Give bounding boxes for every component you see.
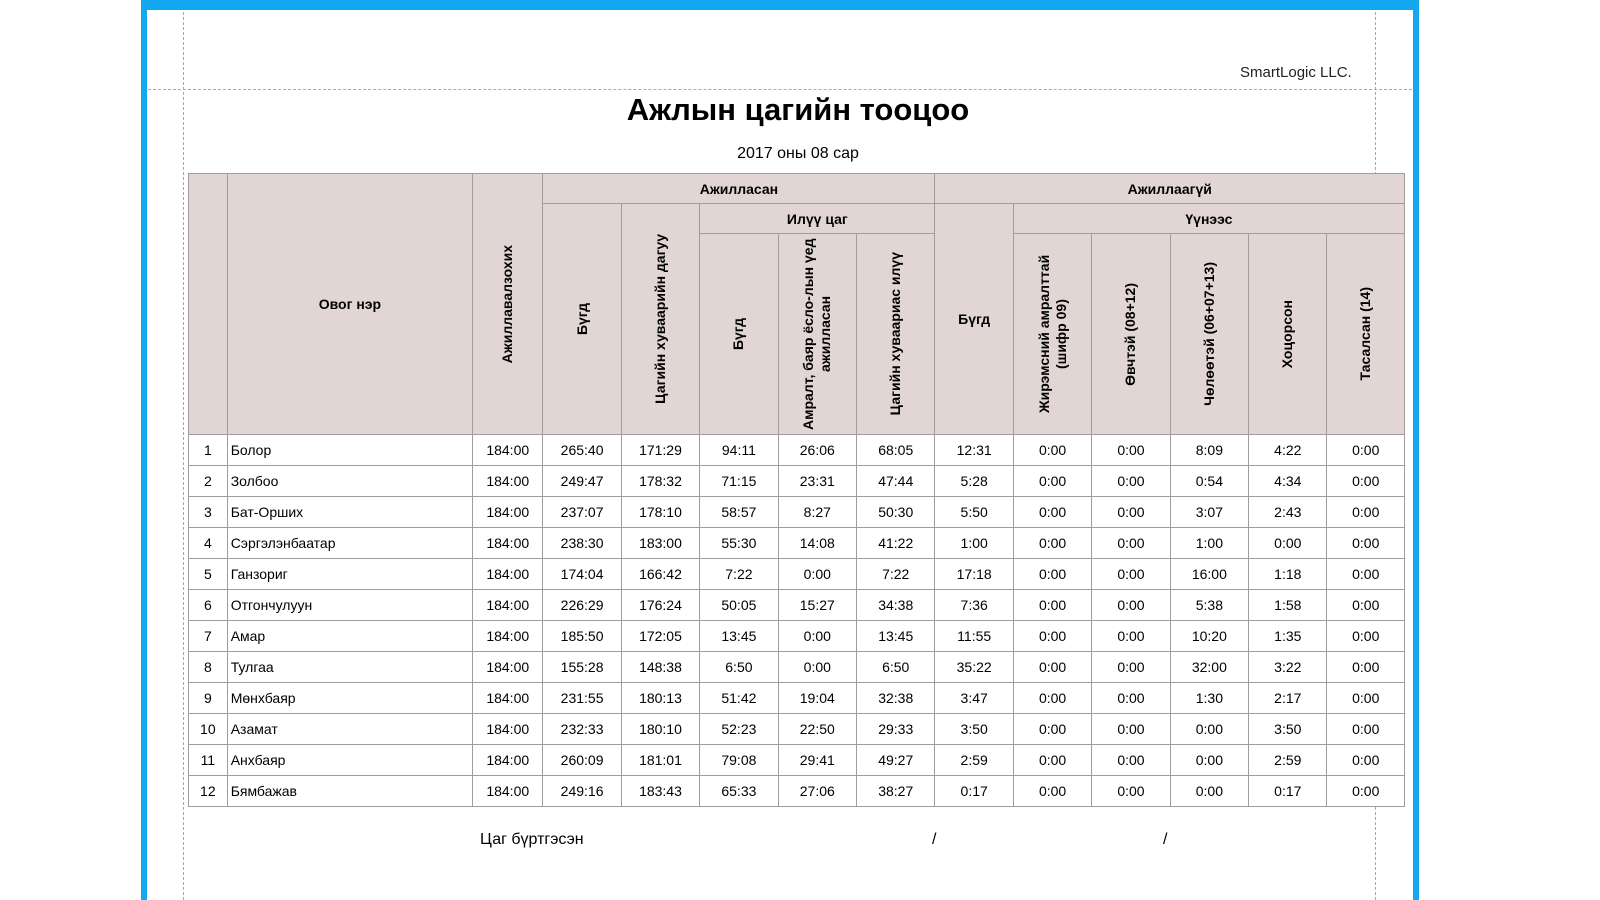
late-cell: 3:22 [1249,652,1327,683]
sick-cell: 0:00 [1092,652,1170,683]
sick-cell: 0:00 [1092,714,1170,745]
overtime-total-cell: 55:30 [700,528,778,559]
employee-name-cell: Анхбаяр [227,745,472,776]
truant-cell: 0:00 [1327,714,1405,745]
header-number [189,174,228,435]
overtime-holiday-cell: 27:06 [778,776,856,807]
overtime-total-cell: 50:05 [700,590,778,621]
sick-cell: 0:00 [1092,745,1170,776]
employee-name-cell: Ганзориг [227,559,472,590]
row-number-cell: 12 [189,776,228,807]
sick-cell: 0:00 [1092,466,1170,497]
header-ot-extra: Цагийн хуваариас илүү [857,234,935,435]
late-cell: 2:43 [1249,497,1327,528]
overtime-extra-cell: 68:05 [857,435,935,466]
overtime-extra-cell: 47:44 [857,466,935,497]
header-ot-holiday: Амралт, баяр ёсло-лын үед ажилласан [778,234,856,435]
header-reason: Үүнээс [1013,204,1404,234]
sick-cell: 0:00 [1092,621,1170,652]
overtime-total-cell: 51:42 [700,683,778,714]
annual-leave-cell: 0:00 [1013,497,1091,528]
sick-cell: 0:00 [1092,497,1170,528]
sick-cell: 0:00 [1092,559,1170,590]
worked-by-schedule-cell: 178:32 [621,466,699,497]
report-period: 2017 оны 08 сар [737,145,859,162]
annual-leave-cell: 0:00 [1013,435,1091,466]
worked-by-schedule-cell: 180:10 [621,714,699,745]
annual-leave-cell: 0:00 [1013,652,1091,683]
worked-by-schedule-cell: 166:42 [621,559,699,590]
row-number-cell: 10 [189,714,228,745]
overtime-extra-cell: 13:45 [857,621,935,652]
overtime-extra-cell: 41:22 [857,528,935,559]
employee-name-cell: Азамат [227,714,472,745]
table-row [189,776,1405,807]
overtime-extra-cell: 32:38 [857,683,935,714]
truant-cell: 0:00 [1327,559,1405,590]
worked-by-schedule-cell: 183:00 [621,528,699,559]
worked-total-cell: 238:30 [543,528,621,559]
overtime-total-cell: 52:23 [700,714,778,745]
free-leave-cell: 0:00 [1170,745,1248,776]
norm-hours-cell: 184:00 [473,497,543,528]
overtime-holiday-cell: 19:04 [778,683,856,714]
worked-by-schedule-cell: 148:38 [621,652,699,683]
employee-name-cell: Золбоо [227,466,472,497]
header-absent: Ажиллаагүй [935,174,1405,204]
free-leave-cell: 0:00 [1170,776,1248,807]
footer-registered-label: Цаг бүртгэсэн [480,831,584,848]
overtime-holiday-cell: 23:31 [778,466,856,497]
absent-total-cell: 5:50 [935,497,1013,528]
worked-total-cell: 155:28 [543,652,621,683]
table-row [189,714,1405,745]
header-worked-total: Бүгд [543,204,621,435]
absent-total-cell: 35:22 [935,652,1013,683]
worked-by-schedule-cell: 180:13 [621,683,699,714]
overtime-holiday-cell: 26:06 [778,435,856,466]
header-worked: Ажилласан [543,174,935,204]
overtime-extra-cell: 34:38 [857,590,935,621]
overtime-total-cell: 79:08 [700,745,778,776]
worked-by-schedule-cell: 176:24 [621,590,699,621]
header-truant: Тасалсан (14) [1327,234,1405,435]
worked-by-schedule-cell: 181:01 [621,745,699,776]
overtime-holiday-cell: 0:00 [778,621,856,652]
sick-cell: 0:00 [1092,435,1170,466]
free-leave-cell: 10:20 [1170,621,1248,652]
late-cell: 4:22 [1249,435,1327,466]
header-annual-leave: Жирэмсний амралттай (шифр 09) [1013,234,1091,435]
norm-hours-cell: 184:00 [473,528,543,559]
header-overtime: Илүү цаг [700,204,935,234]
late-cell: 1:35 [1249,621,1327,652]
late-cell: 0:00 [1249,528,1327,559]
overtime-extra-cell: 38:27 [857,776,935,807]
row-number-cell: 7 [189,621,228,652]
header-ot-total: Бүгд [700,234,778,435]
annual-leave-cell: 0:00 [1013,714,1091,745]
overtime-extra-cell: 49:27 [857,745,935,776]
annual-leave-cell: 0:00 [1013,590,1091,621]
worked-total-cell: 185:50 [543,621,621,652]
free-leave-cell: 0:00 [1170,714,1248,745]
worked-total-cell: 249:47 [543,466,621,497]
norm-hours-cell: 184:00 [473,745,543,776]
norm-hours-cell: 184:00 [473,776,543,807]
truant-cell: 0:00 [1327,683,1405,714]
truant-cell: 0:00 [1327,497,1405,528]
overtime-total-cell: 71:15 [700,466,778,497]
employee-name-cell: Бат-Орших [227,497,472,528]
overtime-holiday-cell: 8:27 [778,497,856,528]
norm-hours-cell: 184:00 [473,714,543,745]
absent-total-cell: 12:31 [935,435,1013,466]
late-cell: 0:17 [1249,776,1327,807]
footer-slash-2: / [1163,831,1168,848]
free-leave-cell: 1:30 [1170,683,1248,714]
margin-guide-left [183,12,184,900]
absent-total-cell: 2:59 [935,745,1013,776]
worked-total-cell: 231:55 [543,683,621,714]
employee-name-cell: Отгончулуун [227,590,472,621]
annual-leave-cell: 0:00 [1013,683,1091,714]
late-cell: 1:18 [1249,559,1327,590]
row-number-cell: 6 [189,590,228,621]
row-number-cell: 4 [189,528,228,559]
header-norm: Ажиллавалзохих [473,174,543,435]
free-leave-cell: 32:00 [1170,652,1248,683]
free-leave-cell: 16:00 [1170,559,1248,590]
overtime-holiday-cell: 15:27 [778,590,856,621]
norm-hours-cell: 184:00 [473,683,543,714]
overtime-extra-cell: 29:33 [857,714,935,745]
absent-total-cell: 5:28 [935,466,1013,497]
truant-cell: 0:00 [1327,745,1405,776]
table-row [189,559,1405,590]
truant-cell: 0:00 [1327,621,1405,652]
row-number-cell: 1 [189,435,228,466]
employee-name-cell: Бямбажав [227,776,472,807]
worked-by-schedule-cell: 171:29 [621,435,699,466]
row-number-cell: 5 [189,559,228,590]
margin-guide-top [148,89,1412,90]
table-row [189,528,1405,559]
timesheet-table [188,173,1405,807]
late-cell: 4:34 [1249,466,1327,497]
table-row [189,652,1405,683]
employee-name-cell: Мөнхбаяр [227,683,472,714]
worked-by-schedule-cell: 172:05 [621,621,699,652]
sick-cell: 0:00 [1092,528,1170,559]
norm-hours-cell: 184:00 [473,621,543,652]
footer-slash-1: / [932,831,937,848]
header-name: Овог нэр [227,174,472,435]
truant-cell: 0:00 [1327,776,1405,807]
annual-leave-cell: 0:00 [1013,745,1091,776]
sick-cell: 0:00 [1092,683,1170,714]
absent-total-cell: 0:17 [935,776,1013,807]
employee-name-cell: Сэргэлэнбаатар [227,528,472,559]
overtime-extra-cell: 7:22 [857,559,935,590]
table-row [189,590,1405,621]
company-name: SmartLogic LLC. [1240,64,1352,81]
annual-leave-cell: 0:00 [1013,466,1091,497]
truant-cell: 0:00 [1327,652,1405,683]
absent-total-cell: 3:50 [935,714,1013,745]
sick-cell: 0:00 [1092,590,1170,621]
free-leave-cell: 0:54 [1170,466,1248,497]
table-header [189,174,1405,435]
overtime-extra-cell: 6:50 [857,652,935,683]
free-leave-cell: 3:07 [1170,497,1248,528]
employee-name-cell: Тулгаа [227,652,472,683]
table-row [189,683,1405,714]
annual-leave-cell: 0:00 [1013,528,1091,559]
table-body [189,435,1405,807]
worked-by-schedule-cell: 178:10 [621,497,699,528]
header-by-schedule: Цагийн хуваарийн дагуу [621,204,699,435]
free-leave-cell: 5:38 [1170,590,1248,621]
table-row [189,466,1405,497]
report-title: Ажлын цагийн тооцоо [626,92,970,127]
employee-name-cell: Болор [227,435,472,466]
table-row [189,497,1405,528]
overtime-total-cell: 6:50 [700,652,778,683]
truant-cell: 0:00 [1327,435,1405,466]
free-leave-cell: 1:00 [1170,528,1248,559]
free-leave-cell: 8:09 [1170,435,1248,466]
row-number-cell: 11 [189,745,228,776]
absent-total-cell: 1:00 [935,528,1013,559]
worked-total-cell: 265:40 [543,435,621,466]
worked-total-cell: 249:16 [543,776,621,807]
truant-cell: 0:00 [1327,466,1405,497]
norm-hours-cell: 184:00 [473,466,543,497]
header-sick: Өвчтэй (08+12) [1092,234,1170,435]
row-number-cell: 9 [189,683,228,714]
norm-hours-cell: 184:00 [473,652,543,683]
worked-total-cell: 226:29 [543,590,621,621]
overtime-total-cell: 94:11 [700,435,778,466]
norm-hours-cell: 184:00 [473,435,543,466]
overtime-total-cell: 13:45 [700,621,778,652]
table-row [189,621,1405,652]
worked-total-cell: 237:07 [543,497,621,528]
absent-total-cell: 3:47 [935,683,1013,714]
overtime-holiday-cell: 0:00 [778,559,856,590]
worked-total-cell: 260:09 [543,745,621,776]
overtime-holiday-cell: 22:50 [778,714,856,745]
overtime-holiday-cell: 14:08 [778,528,856,559]
norm-hours-cell: 184:00 [473,559,543,590]
annual-leave-cell: 0:00 [1013,776,1091,807]
row-number-cell: 3 [189,497,228,528]
late-cell: 1:58 [1249,590,1327,621]
table-row [189,745,1405,776]
overtime-extra-cell: 50:30 [857,497,935,528]
truant-cell: 0:00 [1327,590,1405,621]
late-cell: 2:17 [1249,683,1327,714]
absent-total-cell: 7:36 [935,590,1013,621]
row-number-cell: 2 [189,466,228,497]
norm-hours-cell: 184:00 [473,590,543,621]
overtime-holiday-cell: 29:41 [778,745,856,776]
annual-leave-cell: 0:00 [1013,559,1091,590]
header-absent-total: Бүгд [935,204,1013,435]
overtime-total-cell: 65:33 [700,776,778,807]
header-free: Чөлөөтэй (06+07+13) [1170,234,1248,435]
worked-total-cell: 174:04 [543,559,621,590]
overtime-total-cell: 7:22 [700,559,778,590]
overtime-total-cell: 58:57 [700,497,778,528]
employee-name-cell: Амар [227,621,472,652]
truant-cell: 0:00 [1327,528,1405,559]
absent-total-cell: 11:55 [935,621,1013,652]
sick-cell: 0:00 [1092,776,1170,807]
worked-total-cell: 232:33 [543,714,621,745]
late-cell: 2:59 [1249,745,1327,776]
header-late: Хоцорсон [1249,234,1327,435]
absent-total-cell: 17:18 [935,559,1013,590]
late-cell: 3:50 [1249,714,1327,745]
overtime-holiday-cell: 0:00 [778,652,856,683]
annual-leave-cell: 0:00 [1013,621,1091,652]
table-row [189,435,1405,466]
worked-by-schedule-cell: 183:43 [621,776,699,807]
row-number-cell: 8 [189,652,228,683]
